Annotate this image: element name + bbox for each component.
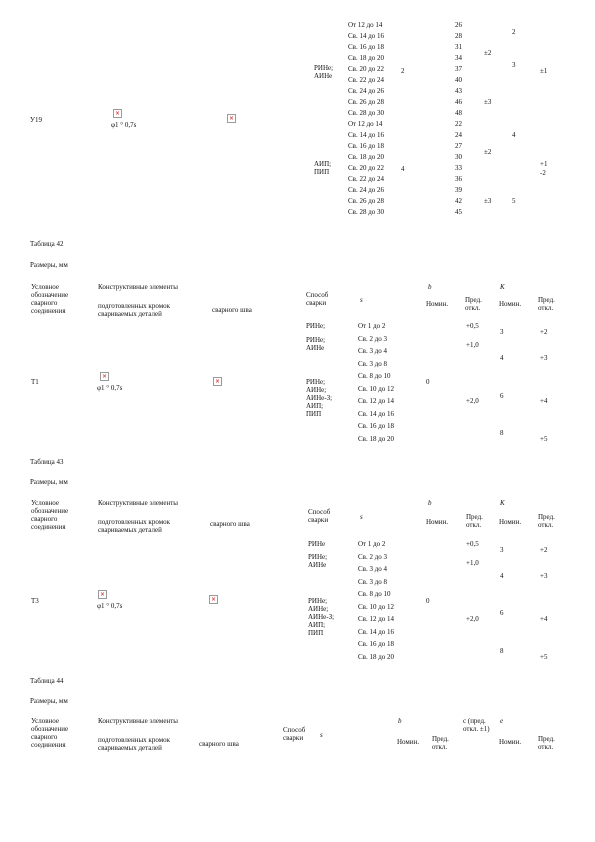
header-b-nom: Номин. [426,300,449,308]
range-cell: Св. 26 до 28 [348,98,385,106]
method-cell: РИНе; АИНе [308,553,328,569]
b-nom-cell: 0 [426,597,430,605]
b-dev-cell: +2,0 [466,397,479,405]
header-k-dev: Пред. откл. [538,296,555,312]
header-b-nom: Номин. [397,738,420,746]
k-dev-cell: +2 [540,546,548,554]
range-cell: Св. 16 до 18 [348,142,385,150]
range-cell: Св. 18 до 20 [358,653,395,661]
header-s: s [360,513,363,521]
header-b-dev: Пред. откл. [466,513,483,529]
range-cell: Св. 10 до 12 [358,603,395,611]
broken-image-icon: × [228,114,235,122]
k-tolerance-cell: -2 [540,169,546,177]
value-cell: 42 [455,197,462,205]
k-nom-cell: 4 [500,572,504,580]
formula: φ1 ° 0,7s [97,384,123,392]
header-designation: Условное обозначение сварного соединения [31,717,69,749]
b-dev-cell: +0,5 [466,322,479,330]
header-prepared: подготовленных кромок свариваемых деталей [98,736,171,752]
header-method: Способ сварки [306,291,329,307]
header-b: b [428,499,432,507]
range-cell: От 1 до 2 [358,322,386,330]
header-b: b [428,283,432,291]
header-elements: Конструктивные элементы [98,499,178,507]
value-cell: 27 [455,142,462,150]
range-cell: От 1 до 2 [358,540,386,548]
table-title: Таблица 44 [30,677,64,685]
broken-image-icon: × [101,372,108,380]
value-cell: 45 [455,208,462,216]
header-method: Способ сварки [283,726,306,742]
header-prepared: подготовленных кромок свариваемых деталей [98,518,171,534]
range-cell: Св. 20 до 22 [348,65,385,73]
range-cell: Св. 18 до 20 [358,435,395,443]
header-b-nom: Номин. [426,518,449,526]
k-dev-cell: +4 [540,615,548,623]
method-cell: РИНе; АИНе [306,336,326,352]
table-title: Таблица 42 [30,240,64,248]
broken-image-icon: × [214,377,221,385]
range-cell: Св. 8 до 10 [358,372,391,380]
value-cell: 24 [455,131,462,139]
range-cell: Св. 14 до 16 [358,410,395,418]
tolerance-cell: ±3 [484,98,492,106]
k-nom-cell: 8 [500,429,504,437]
method-cell: РИНе; АИНе [314,64,334,80]
broken-image-icon: × [99,590,106,598]
range-cell: Св. 14 до 16 [348,32,385,40]
b-dev-cell: +1,0 [466,341,479,349]
b-cell: 2 [401,67,405,75]
range-cell: Св. 24 до 26 [348,186,385,194]
header-elements: Конструктивные элементы [98,283,178,291]
b-dev-cell: +2,0 [466,615,479,623]
header-b-dev: Пред. откл. [465,296,482,312]
range-cell: Св. 10 до 12 [358,385,395,393]
k-tolerance-cell: ±1 [540,67,548,75]
k-nom-cell: 3 [500,328,504,336]
header-k: K [500,499,505,507]
range-cell: Св. 18 до 20 [348,153,385,161]
table-units: Размеры, мм [30,478,68,486]
b-dev-cell: +0,5 [466,540,479,548]
value-cell: 37 [455,65,462,73]
k-dev-cell: +2 [540,328,548,336]
value-cell: 39 [455,186,462,194]
k-nom-cell: 6 [500,609,504,617]
header-e: e [500,717,504,725]
header-k: K [500,283,505,291]
header-elements: Конструктивные элементы [98,717,178,725]
header-b: b [398,717,402,725]
range-cell: Св. 14 до 16 [358,628,395,636]
k-cell: 2 [512,28,516,36]
tolerance-cell: ±3 [484,197,492,205]
header-b-dev: Пред. откл. [432,735,449,751]
k-nom-cell: 6 [500,392,504,400]
range-cell: Св. 3 до 4 [358,347,388,355]
range-cell: От 12 до 14 [348,120,383,128]
range-cell: Св. 12 до 14 [358,397,395,405]
method-cell: РИНе [308,540,326,548]
k-cell: 5 [512,197,516,205]
range-cell: Св. 2 до 3 [358,553,388,561]
tolerance-cell: ±2 [484,49,492,57]
value-cell: 30 [455,153,462,161]
header-e-dev: Пред. откл. [538,735,555,751]
header-designation: Условное обозначение сварного соединения [31,499,69,531]
range-cell: Св. 14 до 16 [348,131,385,139]
header-weld: сварного шва [210,520,250,528]
header-weld: сварного шва [199,740,239,748]
value-cell: 48 [455,109,462,117]
method-cell: РИНе; АИНе; АИНе-З; АИП; ПИП [308,597,335,637]
header-k-nom: Номин. [499,300,522,308]
k-cell: 3 [512,61,516,69]
table-units: Размеры, мм [30,697,68,705]
range-cell: Св. 18 до 20 [348,54,385,62]
header-method: Способ сварки [308,508,331,524]
header-e-nom: Номин. [499,738,522,746]
k-cell: 4 [512,131,516,139]
range-cell: Св. 26 до 28 [348,197,385,205]
value-cell: 40 [455,76,462,84]
value-cell: 33 [455,164,462,172]
range-cell: Св. 16 до 18 [358,640,395,648]
header-s: s [360,296,363,304]
formula: φ1 ° 0,7s [97,602,123,610]
value-cell: 46 [455,98,462,106]
range-cell: Св. 16 до 18 [348,43,385,51]
range-cell: От 12 до 14 [348,21,383,29]
k-dev-cell: +5 [540,435,548,443]
range-cell: Св. 22 до 24 [348,175,385,183]
method-cell: РИНе; [306,322,326,330]
k-dev-cell: +5 [540,653,548,661]
header-k-dev: Пред. откл. [538,513,555,529]
value-cell: 43 [455,87,462,95]
table-units: Размеры, мм [30,261,68,269]
range-cell: Св. 2 до 3 [358,335,388,343]
range-cell: Св. 16 до 18 [358,422,395,430]
method-cell: РИНе; АИНе; АИНе-З; АИП; ПИП [306,378,333,418]
joint-code: Т1 [31,378,39,386]
header-k-nom: Номин. [499,518,522,526]
range-cell: Св. 22 до 24 [348,76,385,84]
range-cell: Св. 28 до 30 [348,109,385,117]
b-cell: 4 [401,165,405,173]
k-dev-cell: +3 [540,354,548,362]
k-nom-cell: 3 [500,546,504,554]
range-cell: Св. 12 до 14 [358,615,395,623]
k-nom-cell: 8 [500,647,504,655]
header-s: s [320,731,323,739]
range-cell: Св. 3 до 8 [358,360,388,368]
header-prepared: подготовленных кромок свариваемых деталей [98,302,171,318]
range-cell: Св. 3 до 8 [358,578,388,586]
header-c: c (пред. откл. ±1) [463,717,490,733]
broken-image-icon: × [210,595,217,603]
range-cell: Св. 28 до 30 [348,208,385,216]
range-cell: Св. 24 до 26 [348,87,385,95]
value-cell: 31 [455,43,462,51]
joint-code: Т3 [31,597,39,605]
tolerance-cell: ±2 [484,148,492,156]
value-cell: 34 [455,54,462,62]
k-tolerance-cell: +1 [540,160,548,168]
formula: φ1 ° 0,7s [111,121,137,129]
b-nom-cell: 0 [426,378,430,386]
broken-image-icon: × [114,109,121,117]
table-title: Таблица 43 [30,458,64,466]
value-cell: 36 [455,175,462,183]
method-cell: АИП; ПИП [314,160,332,176]
b-dev-cell: +1,0 [466,559,479,567]
header-weld: сварного шва [212,306,252,314]
value-cell: 28 [455,32,462,40]
k-dev-cell: +4 [540,397,548,405]
value-cell: 26 [455,21,462,29]
range-cell: Св. 8 до 10 [358,590,391,598]
k-dev-cell: +3 [540,572,548,580]
range-cell: Св. 20 до 22 [348,164,385,172]
k-nom-cell: 4 [500,354,504,362]
value-cell: 22 [455,120,462,128]
range-cell: Св. 3 до 4 [358,565,388,573]
header-designation: Условное обозначение сварного соединения [31,283,69,315]
joint-code: У19 [30,116,42,124]
